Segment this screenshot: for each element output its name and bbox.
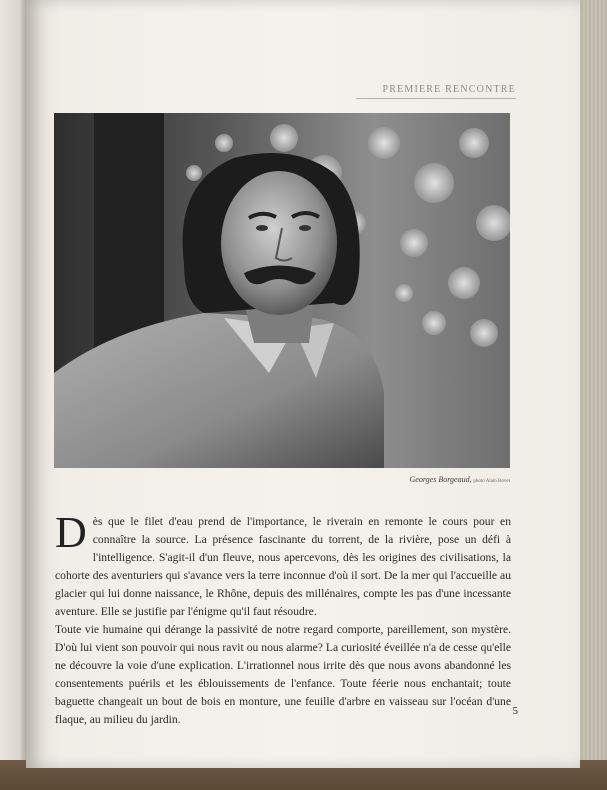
portrait-photo: [54, 113, 510, 468]
running-head-rule: [356, 98, 516, 99]
body-text: [55, 508, 511, 729]
caption-credit: photo Alain Bovet: [473, 479, 510, 484]
caption-name: Georges Borgeaud,: [409, 475, 472, 484]
facing-page-edge: [0, 0, 28, 790]
photo-caption: [330, 475, 510, 484]
drop-cap: D: [55, 508, 87, 557]
paragraph-1: [55, 508, 511, 621]
paragraph-1-text: ès que le filet d'eau prend de l'importance, le riverain en remonte le cours pour en connaître la source. La présence fascinante du torrent, de la rivière, pose un défi à l'intelligence. S'agit-il d'un fleuve, nous apercevons, dès les origines des civilisations, la cohorte des aventuriers qui s'avance vers la terre inconnue d'où il sort. De la mer qui l'accueille au glacier qui lui donne naissance, le Rhône, depuis des millénaires, compte les pas d'une incessante aventure. Elle se justifie par l'énigme qu'il faut résoudre.: [55, 515, 511, 618]
page-number: 5: [512, 705, 518, 717]
running-head: PREMIERE RENCONTRE: [382, 84, 516, 95]
paragraph-2: Toute vie humaine qui dérange la passivité de notre regard comporte, pareillement, son mystère. D'où lui vient son pouvoir qui nous ravit ou nous alarme? La curiosité éveillée n'a de cesse qu'elle ne découvre la voie d'une explication. L'irrationnel nous irrite dès que nous avons abandonné les consentements puérils et les éblouissements de l'enfance. Toute féerie nous enchantait; toute baguette changeait un bout de bois en monture, une feuille d'arbre en vaisseau sur l'océan d'une flaque, au milieu du jardin.: [55, 623, 511, 726]
portrait-photo-drawing: [54, 113, 510, 468]
